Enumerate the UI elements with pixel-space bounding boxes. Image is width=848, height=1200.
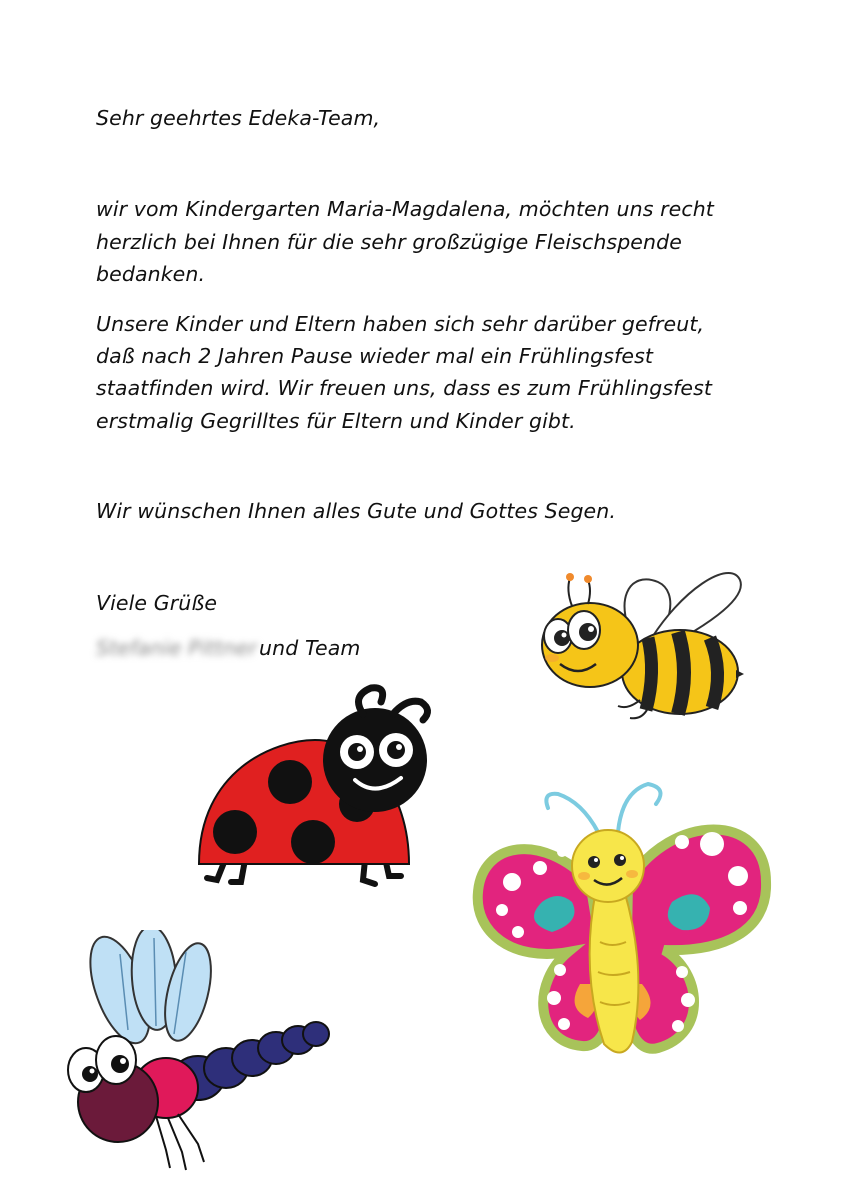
ladybug-illustration bbox=[195, 680, 445, 895]
closing-line: Viele Grüße bbox=[96, 591, 218, 615]
paragraph2-line2: daß nach 2 Jahren Pause wieder mal ein Frühlingsfest bbox=[96, 344, 654, 368]
wishes-line: Wir wünschen Ihnen alles Gute und Gottes Segen. bbox=[96, 499, 616, 523]
redacted-signature-name: Stefanie Pittner bbox=[96, 636, 258, 660]
butterfly-illustration bbox=[472, 772, 774, 1072]
dragonfly-illustration bbox=[58, 930, 333, 1180]
paragraph1-line3: bedanken. bbox=[96, 262, 206, 286]
paragraph1-line1: wir vom Kindergarten Maria-Magdalena, möchten uns recht bbox=[96, 197, 714, 221]
paragraph1-line2: herzlich bei Ihnen für die sehr großzügige Fleischspende bbox=[96, 230, 682, 254]
paragraph2-line3: staatfinden wird. Wir freuen uns, dass es zum Frühlingsfest bbox=[96, 376, 713, 400]
paragraph2-line4: erstmalig Gegrilltes für Eltern und Kinder gibt. bbox=[96, 409, 576, 433]
salutation: Sehr geehrtes Edeka-Team, bbox=[96, 106, 381, 130]
bee-illustration bbox=[530, 560, 745, 725]
signature-suffix: und Team bbox=[259, 636, 361, 660]
signature-line bbox=[96, 634, 360, 662]
paragraph2-line1: Unsere Kinder und Eltern haben sich sehr darüber gefreut, bbox=[96, 312, 705, 336]
